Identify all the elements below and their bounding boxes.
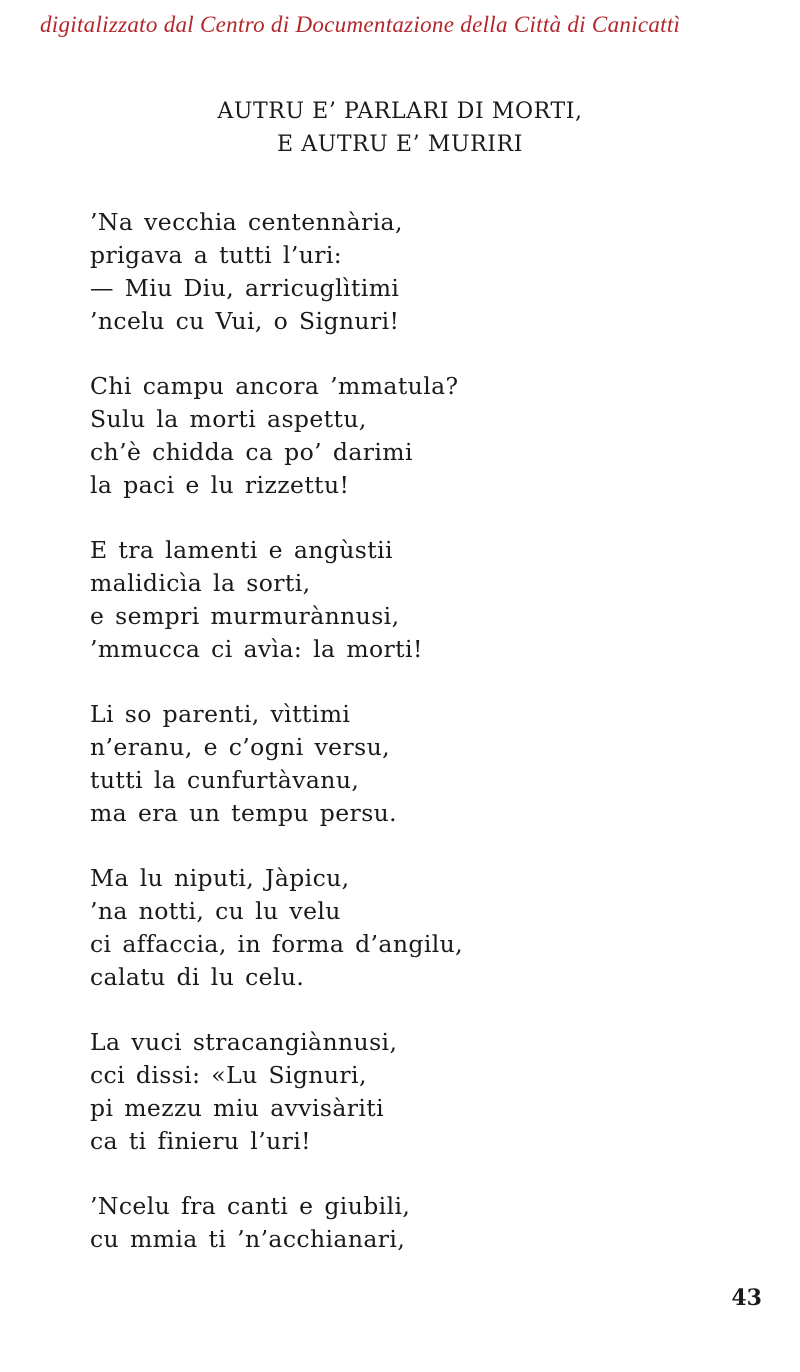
stanza [90, 1026, 730, 1158]
verse: ch’è chidda ca po’ darimi [90, 438, 413, 466]
verse: ci affaccia, in forma d’angilu, [90, 930, 464, 958]
watermark: digitalizzato dal Centro di Documentazione della Città di Canicattì [40, 12, 681, 37]
verse: cci dissi: «Lu Signuri, [90, 1061, 367, 1089]
verse: E tra lamenti e angùstii [90, 536, 393, 564]
verse: la paci e lu rizzettu! [90, 471, 350, 499]
stanza [90, 370, 730, 502]
verse: ’Na vecchia centennària, [90, 208, 403, 236]
verse: prigava a tutti l’uri: [90, 241, 343, 269]
stanza [90, 698, 730, 830]
verse: — Miu Diu, arricuglìtimi [90, 274, 400, 302]
verse: ma era un tempu persu. [90, 799, 398, 827]
verse: Sulu la morti aspettu, [90, 405, 367, 433]
verse: n’eranu, e c’ogni versu, [90, 733, 390, 761]
verse: Ma lu niputi, Jàpicu, [90, 864, 350, 892]
verse: Li so parenti, vìttimi [90, 700, 351, 728]
verse: calatu di lu celu. [90, 963, 305, 991]
page-number: 43 [731, 1285, 762, 1311]
stanza [90, 1190, 730, 1256]
verse: e sempri murmurànnusi, [90, 602, 400, 630]
verse: ’na notti, cu lu velu [90, 897, 341, 925]
verse: Chi campu ancora ’mmatula? [90, 372, 459, 400]
poem-body [90, 206, 730, 1288]
verse: ’mmucca ci avìa: la morti! [90, 635, 423, 663]
title-line: E AUTRU E’ MURIRI [276, 132, 524, 157]
stanza [90, 862, 730, 994]
verse: La vuci stracangiànnusi, [90, 1028, 398, 1056]
stanza [90, 534, 730, 666]
verse: tutti la cunfurtàvanu, [90, 766, 360, 794]
verse: ’Ncelu fra canti e giubili, [90, 1192, 411, 1220]
title-line: AUTRU E’ PARLARI DI MORTI, [217, 99, 583, 124]
verse: pi mezzu miu avvisàriti [90, 1094, 385, 1122]
verse: malidicìa la sorti, [90, 569, 311, 597]
poem-title [0, 95, 800, 161]
verse: cu mmia ti ’n’acchianari, [90, 1225, 406, 1253]
verse: ca ti finieru l’uri! [90, 1127, 311, 1155]
verse: ’ncelu cu Vui, o Signuri! [90, 307, 400, 335]
stanza [90, 206, 730, 338]
